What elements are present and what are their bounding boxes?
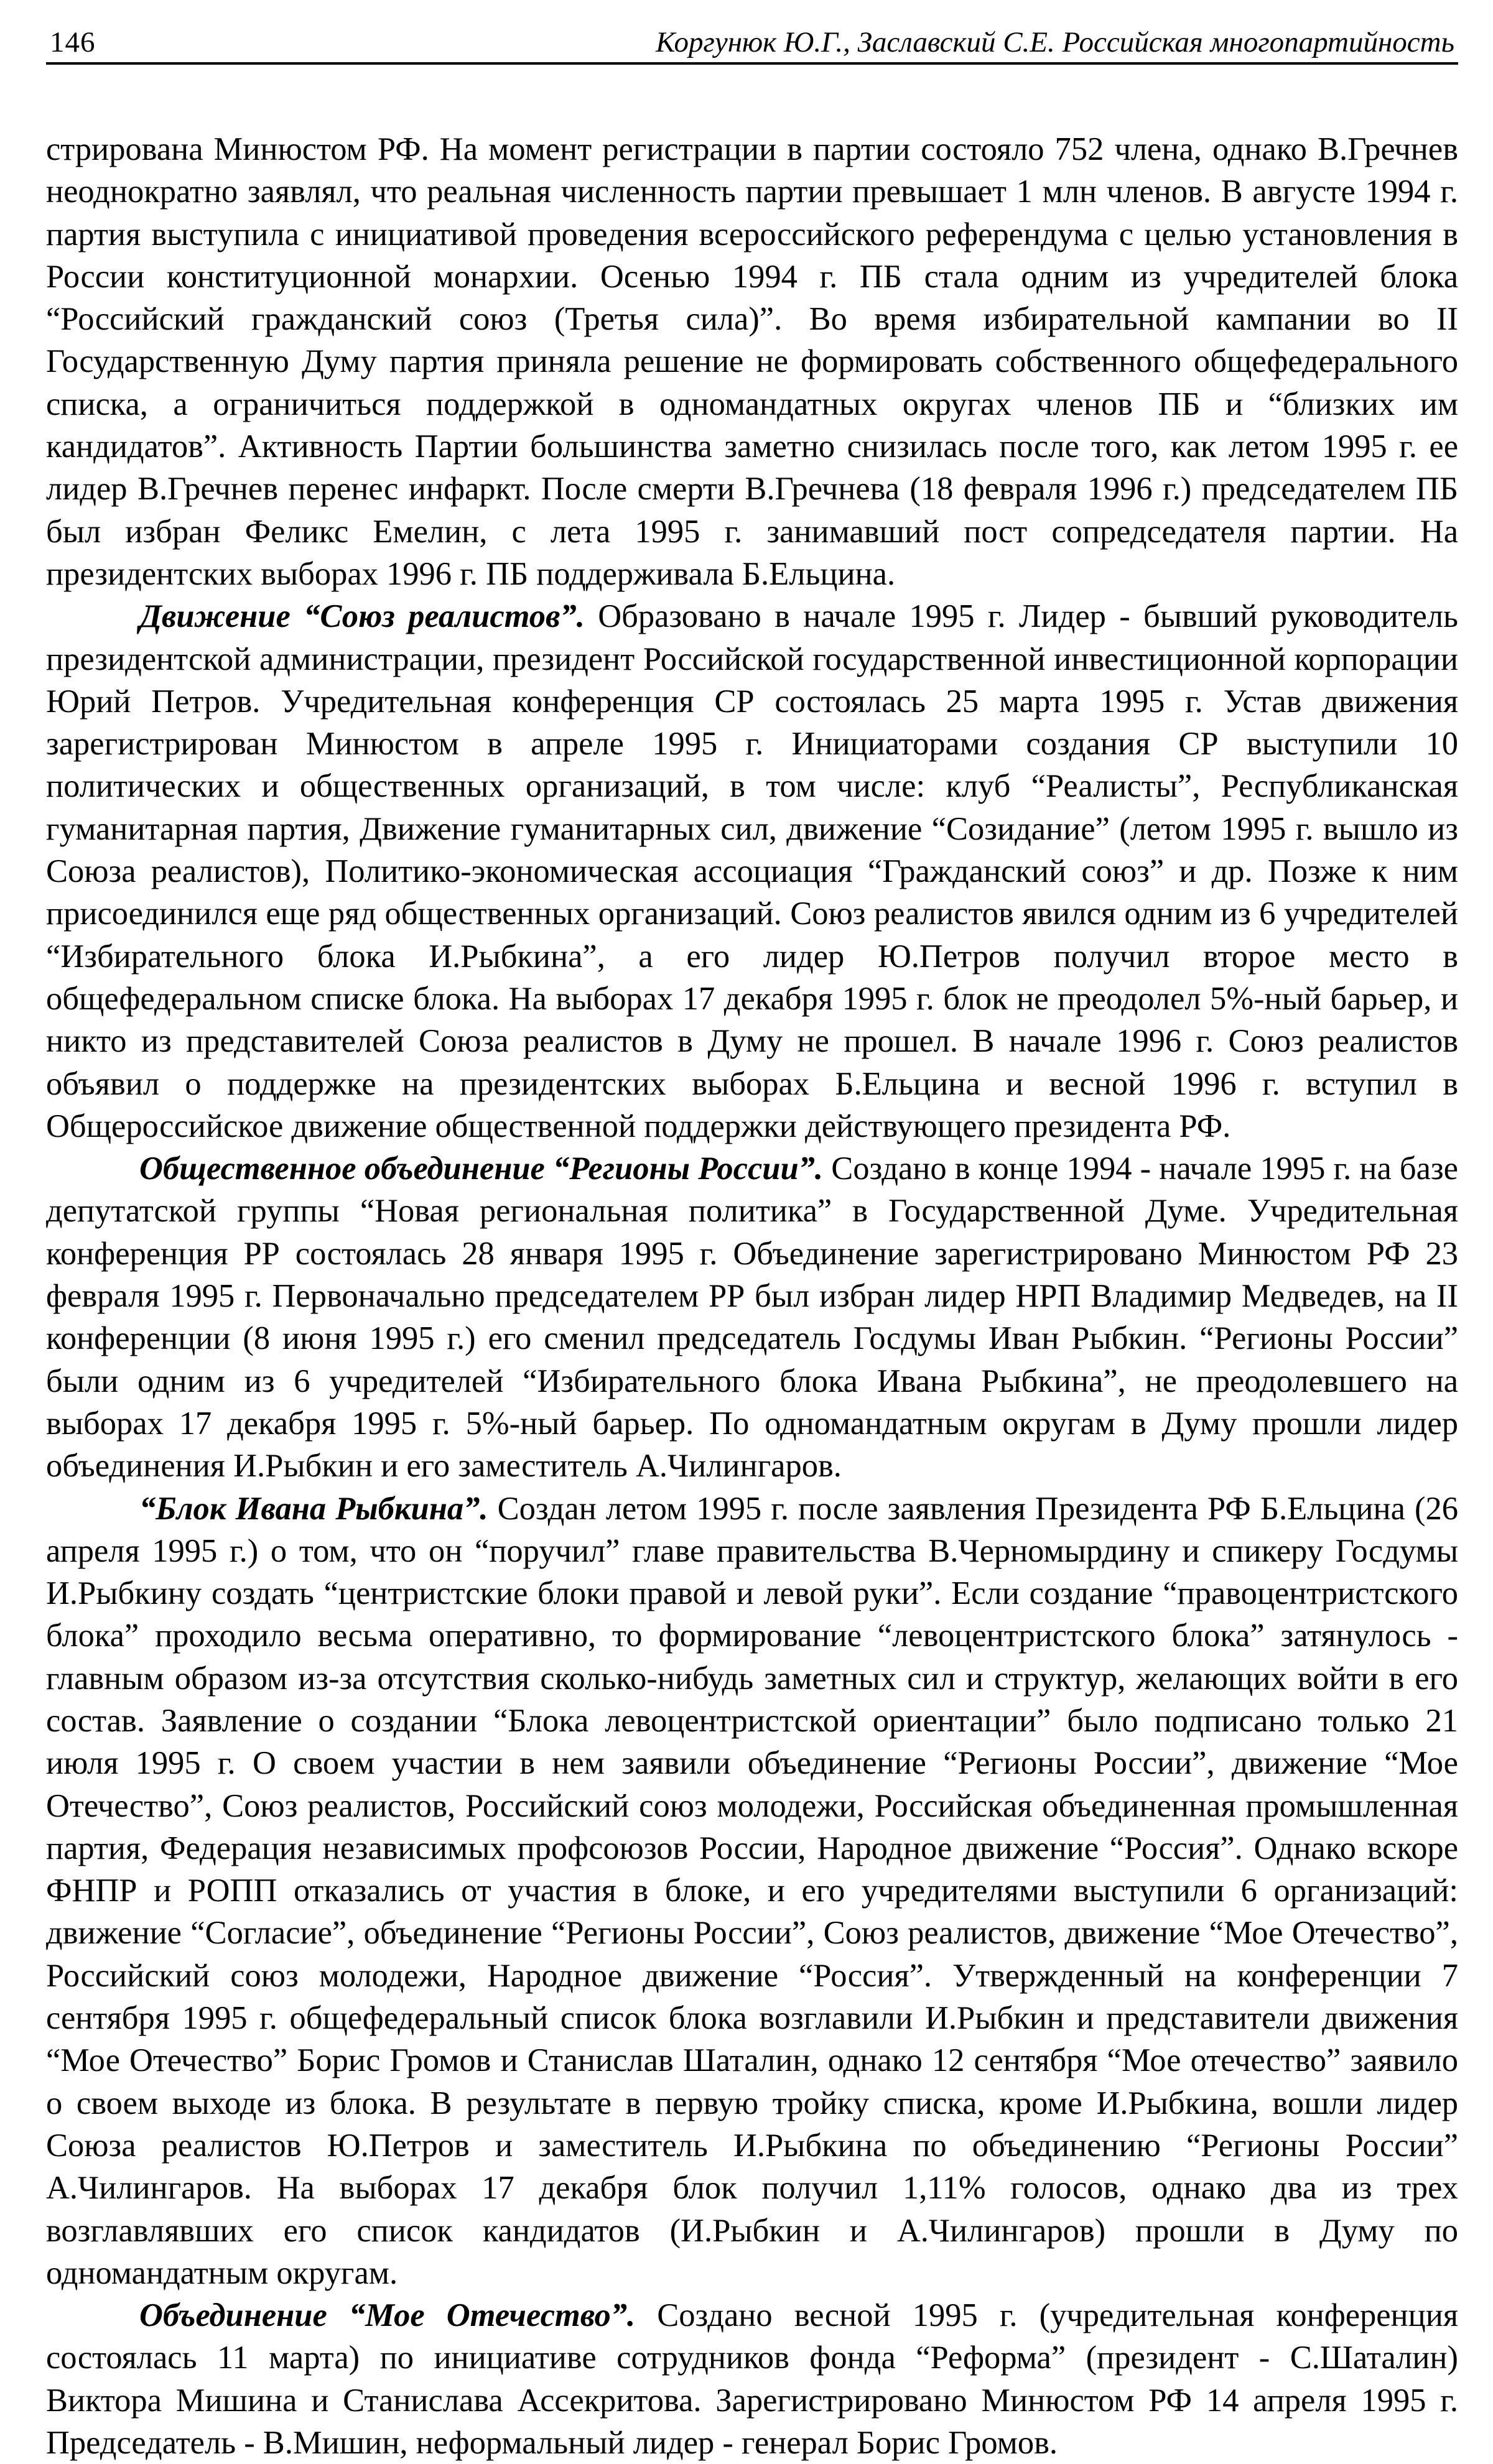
paragraph-lead: Объединение “Мое Отечество”. [139,2297,636,2334]
paragraph-text: стрирована Минюстом РФ. На момент регистрации в партии состояло 752 члена, однако В.Гречнев неоднократно заявлял, что реальная численность партии превышает 1 млн членов. В августе 1994 г. партия выступила с инициативой проведения всероссийского референдума с целью установления в России конституционной монархии. Осенью 1994 г. ПБ стала одним из учредителей блока “Российский гражданский союз (Третья сила)”. Во время избирательной кампании во II Государственную Думу партия приняла решение не формировать собственного общефедерального списка, а ограничиться поддержкой в одномандатных округах членов ПБ и “близких им кандидатов”. Активность Партии большинства заметно снизилась после того, как летом 1995 г. ее лидер В.Гречнев перенес инфаркт. После смерти В.Гречнева (18 февраля 1996 г.) председателем ПБ был избран Феликс Емелин, с лета 1995 г. занимавший пост сопредседателя партии. На президентских выборах 1996 г. ПБ поддерживала Б.Ельцина. [46,131,1458,592]
paragraph-text: Образовано в начале 1995 г. Лидер - бывший руководитель президентской администрации, президент Российской государственной инвестиционной корпорации Юрий Петров. Учредительная конференция СР состоялась 25 марта 1995 г. Устав движения зарегистрирован Минюстом в апреле 1995 г. Инициаторами создания СР выступили 10 политических и общественных организаций, в том числе: клуб “Реалисты”, Республиканская гуманитарная партия, Движение гуманитарных сил, движение “Созидание” (летом 1995 г. вышло из Союза реалистов), Политико-экономическая ассоциация “Гражданский союз” и др. Позже к ним присоединился еще ряд общественных организаций. Союз реалистов явился одним из 6 учредителей “Избирательного блока И.Рыбкина”, а его лидер Ю.Петров получил второе место в общефедеральном списке блока. На выборах 17 декабря 1995 г. блок не преодолел 5%-ный барьер, и никто из представителей Союза реалистов в Думу не прошел. В начале 1996 г. Союз реалистов объявил о поддержке на президентских выборах Б.Ельцина и весной 1996 г. вступил в Общероссийское движение общественной поддержки действующего президента РФ. [46,598,1458,1144]
paragraph-blok-rybkina [46,1488,1458,2295]
running-title: Коргунюк Ю.Г., Заславский С.Е. Российская многопартийность [656,26,1454,58]
book-page [46,25,1458,2464]
paragraph-regiony-rossii [46,1147,1458,1487]
paragraph-text: Создано в конце 1994 - начале 1995 г. на базе депутатской группы “Новая региональная политика” в Государственной Думе. Учредительная конференция РР состоялась 28 января 1995 г. Объединение зарегистрировано Минюстом РФ 23 февраля 1995 г. Первоначально председателем РР был избран лидер НРП Владимир Медведев, на II конференции (8 июня 1995 г.) его сменил председатель Госдумы Иван Рыбкин. “Регионы России” были одним из 6 учредителей “Избирательного блока Ивана Рыбкина”, не преодолевшего на выборах 17 декабря 1995 г. 5%-ный барьер. По одномандатным округам в Думу прошли лидер объединения И.Рыбкин и его заместитель А.Чилингаров. [46,1151,1458,1484]
paragraph-lead: “Блок Ивана Рыбкина”. [139,1490,488,1527]
paragraph-text: Создано весной 1995 г. (учредительная конференция состоялась 11 марта) по инициативе сотрудников фонда “Реформа” (президент - С.Шаталин) Виктора Мишина и Станислава Ассекритова. Зарегистрировано Минюстом РФ 14 апреля 1995 г. Председатель - В.Мишин, неформальный лидер - генерал Борис Громов. [46,2297,1458,2462]
paragraph-lead: Общественное объединение “Регионы России”. [139,1151,824,1187]
paragraph-soyuz-realistov [46,595,1458,1147]
body-text [46,128,1458,2464]
paragraph-text: Создан летом 1995 г. после заявления Президента РФ Б.Ельцина (26 апреля 1995 г.) о том, что он “поручил” главе правительства В.Черномырдину и спикеру Госдумы И.Рыбкину создать “центристские блоки правой и левой руки”. Если создание “правоцентристского блока” проходило весьма оперативно, то формирование “левоцентристского блока” затянулось - главным образом из-за отсутствия сколько-нибудь заметных сил и структур, желающих войти в его состав. Заявление о создании “Блока левоцентристской ориентации” было подписано только 21 июля 1995 г. О своем участии в нем заявили объединение “Регионы России”, движение “Мое Отечество”, Союз реалистов, Российский союз молодежи, Российская объединенная промышленная партия, Федерация независимых профсоюзов России, Народное движение “Россия”. Однако вскоре ФНПР и РОПП отказались от участия в блоке, и его учредителями выступили 6 организаций: движение “Согласие”, объединение “Регионы России”, Союз реалистов, движение “Мое Отечество”, Российский союз молодежи, Народное движение “Россия”. Утвержденный на конференции 7 сентября 1995 г. общефедеральный список блока возглавили И.Рыбкин и представители движения “Мое Отечество” Борис Громов и Станислав Шаталин, однако 12 сентября “Мое отечество” заявило о своем выходе из блока. В результате в первую тройку списка, кроме И.Рыбкина, вошли лидер Союза реалистов Ю.Петров и заместитель И.Рыбкина по объединению “Регионы России” А.Чилингаров. На выборах 17 декабря блок получил 1,11% голосов, однако два из трех возглавлявших его список кандидатов (И.Рыбкин и А.Чилингаров) прошли в Думу по одномандатным округам. [46,1490,1458,2291]
running-head [46,25,1458,65]
paragraph-moe-otechestvo [46,2294,1458,2464]
paragraph-lead: Движение “Союз реалистов”. [139,598,585,635]
page-number: 146 [50,26,96,58]
paragraph-continuation [46,128,1458,595]
